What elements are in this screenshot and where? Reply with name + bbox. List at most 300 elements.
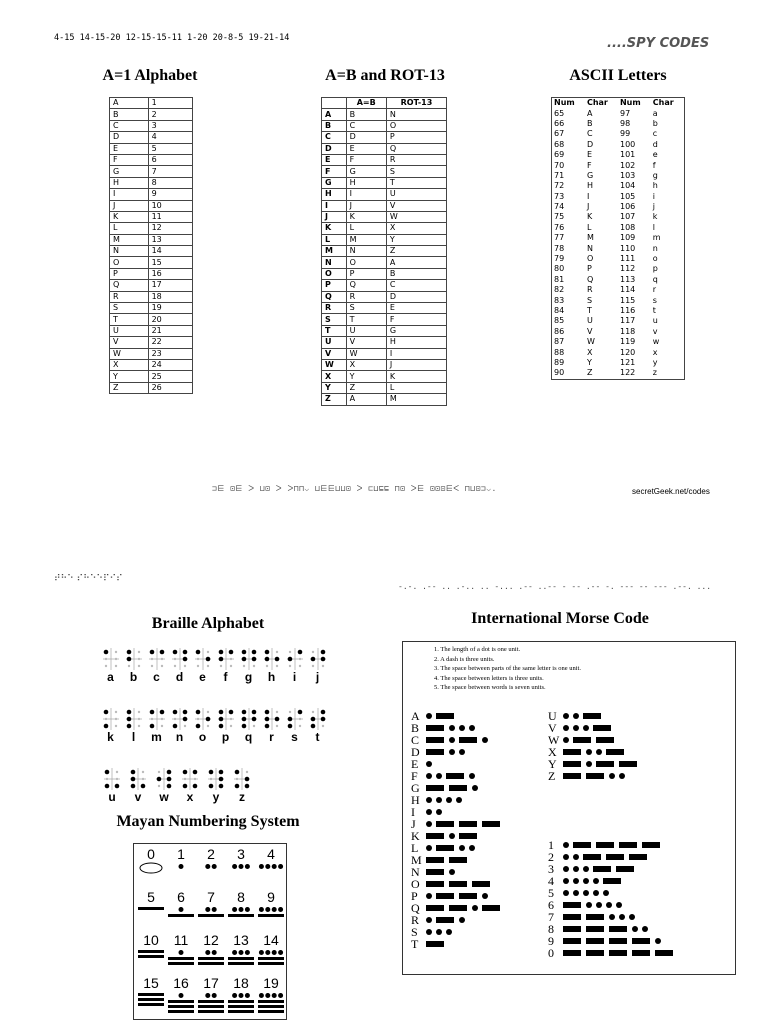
a1-cell: 19 [148,303,192,314]
morse-row [548,875,692,887]
braille-line: ⠞⠓⠑ ⠎⠓⠑⠑⠏⠊⠎ [54,574,123,584]
braille-dot [104,665,106,667]
rot-cell: N [322,257,347,268]
morse-dash [606,749,624,755]
braille-dot [297,710,302,715]
braille-dot [141,784,146,789]
braille-dots [308,648,328,670]
maya-bar [168,1010,194,1013]
rot-cell: M [346,234,386,245]
rot-cell: T [322,325,347,336]
braille-cell-o [191,708,214,744]
braille-dot [209,770,214,775]
maya-dot [205,993,210,998]
braille-dot [287,717,292,722]
braille-dots [180,768,200,790]
table-row [110,154,193,165]
morse-code-symbols [425,771,555,781]
table-row [322,200,447,211]
maya-bar [228,1010,254,1013]
ascii-cell: p [652,264,658,274]
braille-cell-i [283,648,306,684]
morse-rule: 2. A dash is three units. [434,655,495,663]
a1-cell: 13 [148,234,192,245]
braille-dot [219,665,221,667]
morse-code-symbols [562,771,692,781]
maya-numeral-11 [166,932,196,972]
rot-cell: W [386,211,446,222]
braille-dot [311,665,313,667]
table-row [322,314,447,325]
braille-dots [170,708,190,730]
a1-cell: P [110,268,149,279]
morse-rules [434,645,581,693]
braille-dot [288,665,290,667]
braille-cell-n [168,708,191,744]
maya-dot [232,993,237,998]
table-row [552,358,685,368]
rot-cell: O [346,257,386,268]
braille-letter: c [153,670,160,684]
braille-dot [264,710,269,715]
table-row [552,275,685,285]
braille-dot [105,784,110,789]
ascii-cell: 109 [619,233,636,243]
braille-dot [320,657,325,662]
a1-cell: 16 [148,268,192,279]
braille-dot [310,724,315,729]
a1-cell: 6 [148,154,192,165]
morse-dash [563,749,581,755]
brand-logo: ....SPY CODES [607,36,710,51]
morse-row [411,770,555,782]
table-row [110,143,193,154]
table-row [110,189,193,200]
ascii-cell: V [586,326,593,336]
maya-dot [245,993,250,998]
morse-dot [563,878,569,884]
maya-dot [212,950,217,955]
a1-cell: 10 [148,200,192,211]
morse-dot [603,890,609,896]
maya-label: 13 [233,932,249,948]
braille-dot [131,777,136,782]
braille-dot [182,650,187,655]
ascii-cell: 74 [554,202,565,212]
morse-row [548,851,692,863]
braille-dot [104,718,106,720]
table-row [110,166,193,177]
maya-bar [258,1010,284,1013]
morse-row [411,938,555,950]
morse-code-symbols [562,876,692,886]
maya-bar [228,914,254,917]
rot-cell: U [346,325,386,336]
braille-dot [150,658,152,660]
table-row [552,264,685,274]
braille-letter: s [291,730,298,744]
braille-dot [218,650,223,655]
morse-char: B [411,720,420,735]
braille-dots [206,768,226,790]
braille-cell-e [191,648,214,684]
maya-glyph [256,905,286,929]
morse-row [548,899,692,911]
morse-dash [449,785,467,791]
braille-dot [114,658,116,660]
morse-dash [426,785,444,791]
braille-dot [131,784,136,789]
rot-cell: K [346,211,386,222]
morse-dot [426,713,432,719]
rot-cell: J [322,211,347,222]
braille-dot [160,718,162,720]
braille-dots [147,648,167,670]
morse-dash [426,941,444,947]
maya-bar [198,914,224,917]
braille-dot [116,771,118,773]
maya-bar [138,955,164,958]
ascii-cell: 84 [554,306,565,315]
ascii-cell: d [652,139,658,149]
braille-dot [183,665,185,667]
morse-row [411,926,555,938]
braille-dot [126,710,131,715]
ascii-cell: S [586,295,593,305]
ascii-cell: q [652,274,658,284]
braille-dot [114,651,116,653]
braille-dot [182,657,187,662]
maya-numeral-1 [166,846,196,886]
braille-dot [235,784,240,789]
morse-letters-u-z [548,710,692,782]
morse-dot [596,749,602,755]
morse-char: G [411,780,420,795]
ascii-cell: 67 [554,129,565,139]
morse-char: R [411,912,420,927]
morse-code-symbols [425,807,555,817]
braille-cell-g [237,648,260,684]
maya-glyph [256,991,286,1015]
table-row [110,325,193,336]
morse-dash [563,950,581,956]
table-row [322,291,447,302]
maya-glyph [226,862,256,886]
ascii-cell: 112 [619,264,636,274]
braille-letter: d [175,670,184,684]
a1-cell: Z [110,382,149,393]
braille-dot [173,718,175,720]
maya-title: Mayan Numbering System [116,813,300,830]
maya-dot [259,993,264,998]
morse-char: 0 [548,945,554,960]
braille-dots [154,768,174,790]
morse-dot [583,725,589,731]
morse-dash [563,914,581,920]
ascii-cell: U [586,316,593,326]
morse-dash [583,713,601,719]
maya-bar [258,1000,284,1003]
braille-dot [241,710,246,715]
maya-bar [228,957,254,960]
maya-numeral-3 [226,846,256,886]
maya-dot [278,864,283,869]
morse-char: C [411,732,420,747]
a1-cell: X [110,359,149,370]
morse-char: 2 [548,849,554,864]
rot-cell: B [386,268,446,279]
ascii-cell: N [586,243,593,253]
a1-cell: D [110,132,149,143]
morse-dot [482,737,488,743]
morse-char: 8 [548,921,554,936]
braille-dot [172,724,177,729]
maya-label: 7 [207,889,215,905]
braille-letter: l [131,730,136,744]
ascii-cell: 86 [554,326,565,336]
braille-letter: e [199,670,206,684]
table-row [552,119,685,129]
maya-dot [278,907,283,912]
morse-dot [642,926,648,932]
ascii-header: Num [554,98,575,108]
rot-cell: Z [322,394,347,405]
morse-dot [449,869,455,875]
morse-char: Z [548,768,556,783]
morse-dot [436,809,442,815]
maya-bar [258,1005,284,1008]
morse-dash [586,926,604,932]
morse-dash [472,881,490,887]
morse-dot [459,749,465,755]
braille-cell-h [260,648,283,684]
rot-cell: P [346,268,386,279]
morse-dash [436,893,454,899]
morse-dot [609,773,615,779]
morse-dot [583,890,589,896]
ascii-cell: z [652,368,657,378]
maya-label: 0 [147,846,155,862]
morse-dot [446,797,452,803]
table-row [552,327,685,337]
morse-code-symbols [562,852,692,862]
morse-rule: 1. The length of a dot is one unit. [434,646,521,653]
braille-dot [321,665,323,667]
table-row [110,132,193,143]
braille-dot [150,718,152,720]
ascii-cell: L [586,222,592,232]
braille-dot [160,665,162,667]
table-row [552,223,685,233]
braille-dot [275,725,277,727]
morse-dash [449,881,467,887]
rot-cell: J [346,200,386,211]
maya-numeral-6 [166,889,196,929]
morse-dot [426,797,432,803]
braille-dot [241,717,246,722]
maya-label: 11 [173,932,189,948]
ascii-cell: 119 [619,337,636,347]
braille-cell-b [122,648,145,684]
braille-dot [127,665,129,667]
maya-dot [272,950,277,955]
braille-dot [264,724,269,729]
braille-dot [264,650,269,655]
morse-char: 7 [548,909,554,924]
morse-dot [563,854,569,860]
morse-char: K [411,828,420,843]
table-row [110,257,193,268]
braille-dot [245,777,250,782]
ascii-cell: J [586,202,590,212]
braille-cell-v [125,768,151,804]
morse-row [411,866,555,878]
braille-dot [251,717,256,722]
braille-cell-z [229,768,255,804]
morse-row [411,806,555,818]
braille-dots [285,708,305,730]
braille-dots [262,708,282,730]
maya-glyph [166,862,196,886]
maya-dot [245,864,250,869]
maya-dot [265,993,270,998]
morse-dash [596,737,614,743]
maya-numeral-10 [136,932,166,972]
a1-cell: K [110,211,149,222]
a1-cell: M [110,234,149,245]
morse-dot [436,929,442,935]
morse-code-symbols [425,783,555,793]
morse-dash [426,725,444,731]
morse-code-symbols [425,735,555,745]
maya-dot [272,864,277,869]
morse-dot [593,878,599,884]
braille-dot [219,784,224,789]
morse-char: A [411,708,420,723]
ascii-header: Char [586,98,608,108]
morse-dash [593,866,611,872]
braille-dot [298,665,300,667]
morse-dash [655,950,673,956]
maya-dot [179,950,184,955]
rot-header: ROT-13 [386,98,446,109]
rot-cell: Z [346,382,386,393]
morse-dot [573,890,579,896]
a1-cell: 20 [148,314,192,325]
braille-dot [252,725,254,727]
braille-dot [158,785,160,787]
credit-link[interactable]: secretGeek.net/codes [632,487,710,496]
morse-dash [563,938,581,944]
maya-numeral-15 [136,975,166,1015]
maya-label: 5 [147,889,155,905]
maya-bar [168,957,194,960]
ascii-cell: i [652,191,655,201]
ascii-cell: M [586,233,594,243]
morse-dash [563,761,581,767]
table-row [552,150,685,160]
rot-cell: N [386,109,446,120]
braille-cell-x [177,768,203,804]
rot-cell: T [346,314,386,325]
maya-dot [212,993,217,998]
ascii-cell: u [652,316,658,326]
morse-dot [586,902,592,908]
morse-dot [469,845,475,851]
morse-char: F [411,768,418,783]
braille-dot [252,665,254,667]
braille-dot [193,784,198,789]
morse-dash [459,821,477,827]
morse-dash [642,842,660,848]
morse-char: 6 [548,897,554,912]
morse-code-symbols [562,924,692,934]
ascii-cell: 70 [554,160,565,170]
a1-cell: W [110,348,149,359]
maya-dot [239,907,244,912]
a1-cell: U [110,325,149,336]
braille-dot [195,710,200,715]
ascii-cell: 81 [554,274,565,284]
morse-row [411,914,555,926]
braille-dot [205,657,210,662]
braille-cell-k [99,708,122,744]
braille-dot [274,717,279,722]
morse-dash [449,905,467,911]
a1-cell: J [110,200,149,211]
table-row [110,98,193,109]
ascii-cell: f [652,160,656,170]
braille-dot [251,650,256,655]
braille-letter: x [186,790,194,804]
braille-dot [184,778,186,780]
morse-dash [426,857,444,863]
morse-rule: 3. The space between parts of the same letter is one unit. [434,665,581,672]
rot-cell: R [386,154,446,165]
braille-dot [219,770,224,775]
braille-dot [288,711,290,713]
morse-title: International Morse Code [471,610,649,627]
a1-cell: N [110,246,149,257]
braille-dot [196,665,198,667]
braille-dot [241,650,246,655]
morse-dot [573,725,579,731]
maya-label: 12 [203,932,219,948]
morse-dot [563,725,569,731]
a1-cell: 26 [148,382,192,393]
rot-header: A=B [346,98,386,109]
morse-row [548,911,692,923]
a1-cell: R [110,291,149,302]
morse-row [548,887,692,899]
ascii-cell: j [652,202,655,212]
a1-cell: F [110,154,149,165]
braille-dot [182,710,187,715]
morse-char: H [411,792,420,807]
morse-char: X [548,744,557,759]
a1-cell: E [110,143,149,154]
ascii-cell: s [652,295,657,305]
braille-dots [193,708,213,730]
a1-cell: 23 [148,348,192,359]
rot-cell: L [322,234,347,245]
ascii-cell: 103 [619,170,636,180]
morse-char: I [411,804,415,819]
morse-dash [603,878,621,884]
braille-dot [167,784,172,789]
braille-dots [239,648,259,670]
braille-dot [142,778,144,780]
